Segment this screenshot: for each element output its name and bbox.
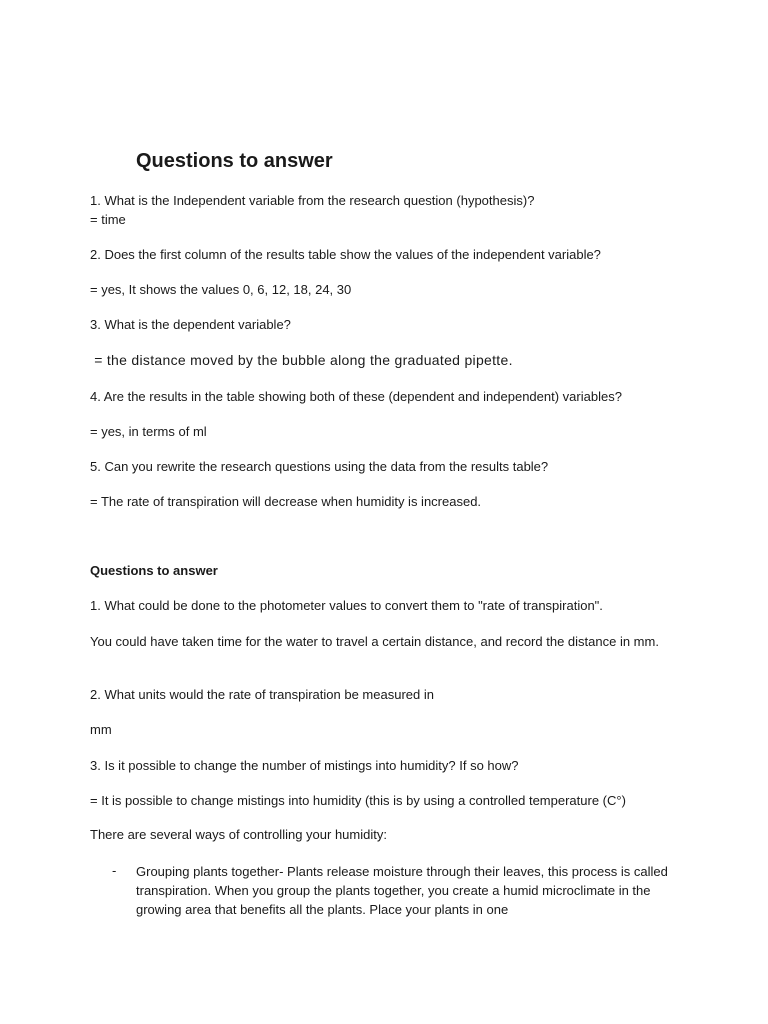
s2-answer-3: = It is possible to change mistings into humidity (this is by using a controlled temperature (C°) xyxy=(90,793,626,808)
answer-4: = yes, in terms of ml xyxy=(90,424,207,439)
bullet-item-1: Grouping plants together- Plants release moisture through their leaves, this process is called transpiration. When you group the plants together, you create a humid microclimate in the growing area that benefits all the plants. Place your plants in one xyxy=(136,864,668,917)
s2-answer-1: You could have taken time for the water to travel a certain distance, and record the distance in mm. xyxy=(90,634,659,649)
question-1: 1. What is the Independent variable from the research question (hypothesis)? xyxy=(90,193,535,208)
question-2: 2. Does the first column of the results table show the values of the independent variable? xyxy=(90,247,601,262)
bullet-marker: - xyxy=(112,863,117,878)
question-5: 5. Can you rewrite the research questions using the data from the results table? xyxy=(90,459,549,474)
answer-1: = time xyxy=(90,212,126,227)
s2-question-1: 1. What could be done to the photometer values to convert them to "rate of transpiration". xyxy=(90,598,603,613)
answer-5: = The rate of transpiration will decrease when humidity is increased. xyxy=(90,494,482,509)
answer-2: = yes, It shows the values 0, 6, 12, 18, 24, 30 xyxy=(90,282,352,297)
question-3: 3. What is the dependent variable? xyxy=(90,317,291,332)
section-2-heading: Questions to answer xyxy=(90,563,218,578)
s2-question-2: 2. What units would the rate of transpiration be measured in xyxy=(90,687,434,702)
s2-answer-2: mm xyxy=(90,722,112,737)
question-4: 4. Are the results in the table showing both of these (dependent and independent) variables? xyxy=(90,389,622,404)
answer-3: = the distance moved by the bubble along the graduated pipette. xyxy=(90,352,513,368)
section-1-heading: Questions to answer xyxy=(136,150,333,172)
s2-question-3: 3. Is it possible to change the number of mistings into humidity? If so how? xyxy=(90,758,519,773)
s2-intro: There are several ways of controlling your humidity: xyxy=(90,827,387,842)
